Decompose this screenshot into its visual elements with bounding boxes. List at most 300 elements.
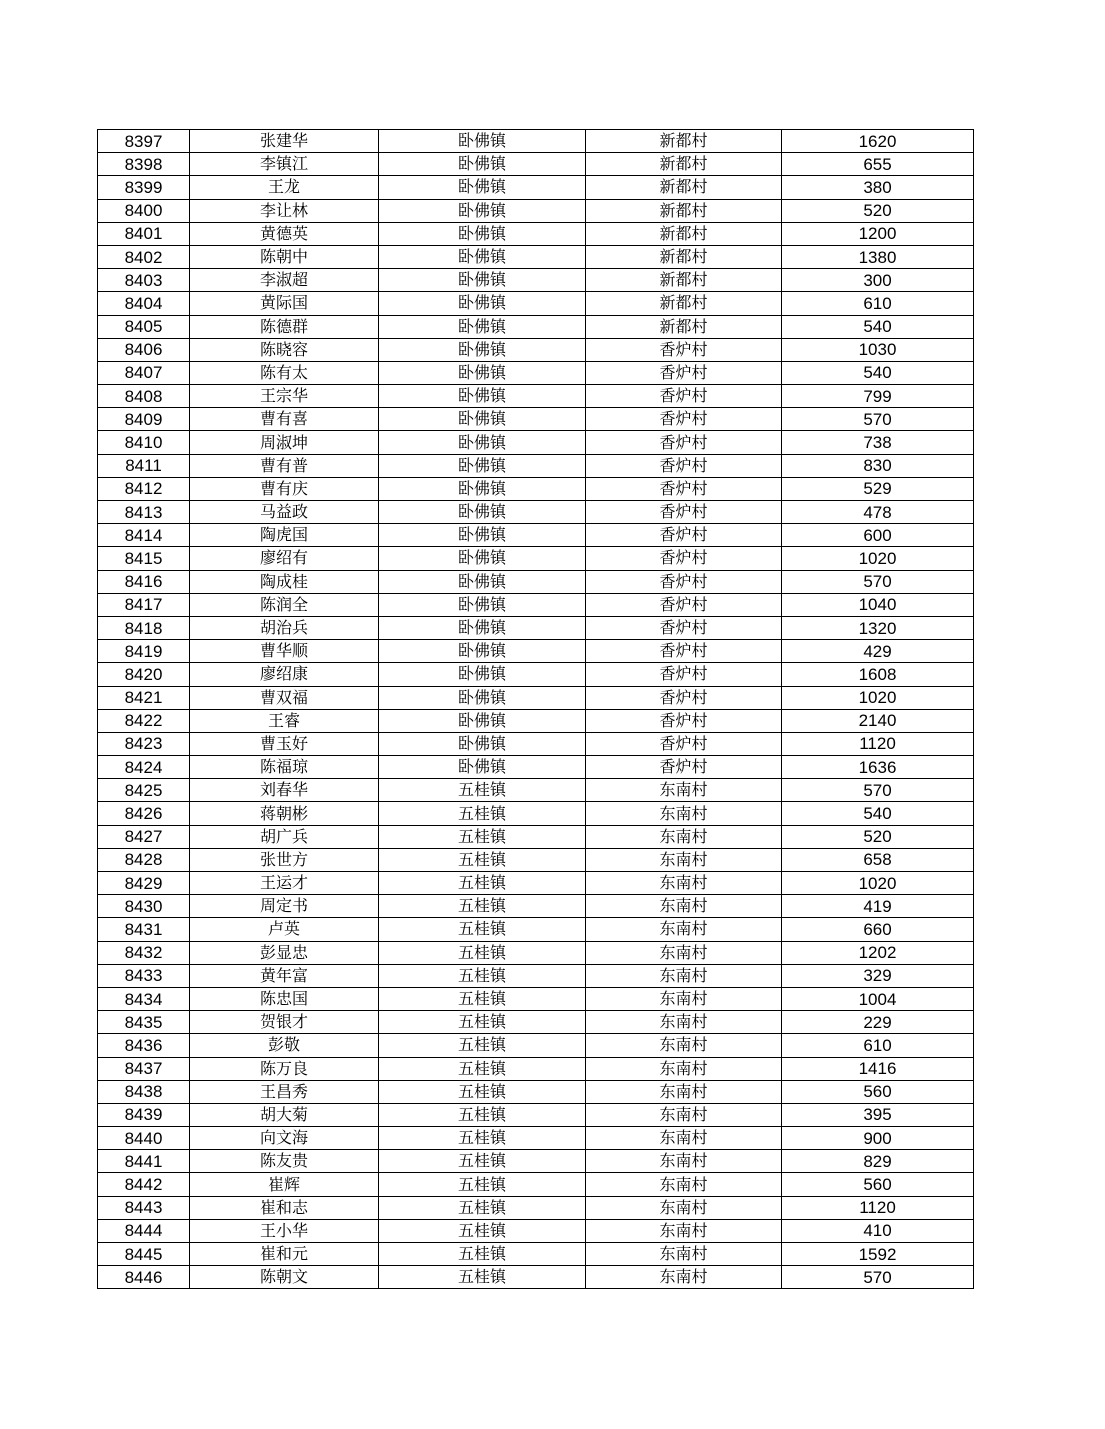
- table-row: [98, 1080, 974, 1103]
- table-row: [98, 408, 974, 431]
- cell-village: 香炉村: [586, 408, 782, 431]
- cell-id: 8446: [98, 1266, 190, 1289]
- cell-town: 卧佛镇: [379, 315, 586, 338]
- cell-village: 新都村: [586, 269, 782, 292]
- table-row: [98, 964, 974, 987]
- cell-amount: 540: [782, 315, 974, 338]
- table-row: [98, 616, 974, 639]
- cell-amount: 540: [782, 361, 974, 384]
- cell-village: 香炉村: [586, 616, 782, 639]
- table-row: [98, 1127, 974, 1150]
- cell-village: 东南村: [586, 1011, 782, 1034]
- cell-town: 卧佛镇: [379, 361, 586, 384]
- cell-town: 五桂镇: [379, 802, 586, 825]
- table-row: [98, 848, 974, 871]
- cell-town: 五桂镇: [379, 1243, 586, 1266]
- cell-id: 8398: [98, 153, 190, 176]
- cell-town: 五桂镇: [379, 895, 586, 918]
- cell-town: 五桂镇: [379, 1173, 586, 1196]
- cell-name: 李淑超: [190, 269, 379, 292]
- cell-amount: 1416: [782, 1057, 974, 1080]
- cell-id: 8421: [98, 686, 190, 709]
- cell-amount: 300: [782, 269, 974, 292]
- cell-town: 五桂镇: [379, 1219, 586, 1242]
- cell-village: 东南村: [586, 802, 782, 825]
- cell-name: 陈福琼: [190, 756, 379, 779]
- cell-name: 陶成桂: [190, 570, 379, 593]
- cell-village: 东南村: [586, 1057, 782, 1080]
- cell-town: 五桂镇: [379, 1057, 586, 1080]
- cell-id: 8414: [98, 524, 190, 547]
- cell-name: 王宗华: [190, 385, 379, 408]
- table-row: [98, 292, 974, 315]
- cell-village: 香炉村: [586, 338, 782, 361]
- cell-village: 香炉村: [586, 732, 782, 755]
- cell-town: 卧佛镇: [379, 640, 586, 663]
- cell-id: 8417: [98, 593, 190, 616]
- cell-town: 五桂镇: [379, 1266, 586, 1289]
- cell-name: 崔和志: [190, 1196, 379, 1219]
- cell-id: 8425: [98, 779, 190, 802]
- table-row: [98, 640, 974, 663]
- cell-amount: 395: [782, 1103, 974, 1126]
- cell-village: 东南村: [586, 1127, 782, 1150]
- cell-name: 陈晓容: [190, 338, 379, 361]
- cell-amount: 478: [782, 501, 974, 524]
- cell-name: 刘春华: [190, 779, 379, 802]
- cell-amount: 570: [782, 779, 974, 802]
- cell-town: 卧佛镇: [379, 547, 586, 570]
- cell-amount: 1020: [782, 686, 974, 709]
- cell-name: 陈德群: [190, 315, 379, 338]
- cell-town: 卧佛镇: [379, 222, 586, 245]
- cell-amount: 1620: [782, 130, 974, 153]
- cell-id: 8430: [98, 895, 190, 918]
- cell-amount: 830: [782, 454, 974, 477]
- cell-amount: 380: [782, 176, 974, 199]
- cell-id: 8445: [98, 1243, 190, 1266]
- table-row: [98, 338, 974, 361]
- cell-id: 8443: [98, 1196, 190, 1219]
- cell-name: 黄德英: [190, 222, 379, 245]
- cell-village: 东南村: [586, 1034, 782, 1057]
- cell-name: 马益政: [190, 501, 379, 524]
- table-row: [98, 895, 974, 918]
- cell-id: 8432: [98, 941, 190, 964]
- cell-name: 王睿: [190, 709, 379, 732]
- cell-town: 卧佛镇: [379, 756, 586, 779]
- cell-name: 曹双福: [190, 686, 379, 709]
- table-row: [98, 222, 974, 245]
- cell-town: 卧佛镇: [379, 292, 586, 315]
- table-row: [98, 361, 974, 384]
- cell-id: 8444: [98, 1219, 190, 1242]
- cell-name: 周定书: [190, 895, 379, 918]
- cell-amount: 229: [782, 1011, 974, 1034]
- cell-town: 卧佛镇: [379, 153, 586, 176]
- cell-amount: 1040: [782, 593, 974, 616]
- table-row: [98, 872, 974, 895]
- table-row: [98, 1196, 974, 1219]
- table-row: [98, 732, 974, 755]
- cell-id: 8441: [98, 1150, 190, 1173]
- cell-amount: 1592: [782, 1243, 974, 1266]
- cell-town: 卧佛镇: [379, 338, 586, 361]
- cell-village: 香炉村: [586, 431, 782, 454]
- cell-name: 王龙: [190, 176, 379, 199]
- table-row: [98, 663, 974, 686]
- cell-town: 卧佛镇: [379, 199, 586, 222]
- cell-name: 陈万良: [190, 1057, 379, 1080]
- table-row: [98, 570, 974, 593]
- table-row: [98, 315, 974, 338]
- cell-village: 新都村: [586, 199, 782, 222]
- cell-town: 五桂镇: [379, 1127, 586, 1150]
- cell-name: 崔辉: [190, 1173, 379, 1196]
- cell-amount: 1200: [782, 222, 974, 245]
- cell-village: 东南村: [586, 1103, 782, 1126]
- cell-amount: 610: [782, 1034, 974, 1057]
- table-row: [98, 756, 974, 779]
- cell-amount: 1608: [782, 663, 974, 686]
- cell-id: 8413: [98, 501, 190, 524]
- cell-name: 黄年富: [190, 964, 379, 987]
- cell-name: 胡大菊: [190, 1103, 379, 1126]
- cell-village: 东南村: [586, 895, 782, 918]
- cell-amount: 1030: [782, 338, 974, 361]
- cell-amount: 1380: [782, 245, 974, 268]
- cell-village: 东南村: [586, 1150, 782, 1173]
- cell-id: 8411: [98, 454, 190, 477]
- table-row: [98, 686, 974, 709]
- cell-town: 五桂镇: [379, 1196, 586, 1219]
- cell-name: 卢英: [190, 918, 379, 941]
- cell-village: 东南村: [586, 1243, 782, 1266]
- cell-name: 李让林: [190, 199, 379, 222]
- cell-town: 卧佛镇: [379, 477, 586, 500]
- cell-village: 新都村: [586, 153, 782, 176]
- table-row: [98, 431, 974, 454]
- table-row: [98, 1034, 974, 1057]
- cell-id: 8407: [98, 361, 190, 384]
- cell-town: 卧佛镇: [379, 130, 586, 153]
- table-row: [98, 1057, 974, 1080]
- cell-name: 胡广兵: [190, 825, 379, 848]
- cell-name: 李镇江: [190, 153, 379, 176]
- cell-village: 香炉村: [586, 756, 782, 779]
- cell-village: 东南村: [586, 964, 782, 987]
- table-row: [98, 802, 974, 825]
- cell-village: 新都村: [586, 130, 782, 153]
- cell-town: 卧佛镇: [379, 663, 586, 686]
- cell-amount: 829: [782, 1150, 974, 1173]
- cell-amount: 2140: [782, 709, 974, 732]
- table-row: [98, 1266, 974, 1289]
- cell-id: 8428: [98, 848, 190, 871]
- cell-id: 8433: [98, 964, 190, 987]
- cell-village: 东南村: [586, 1196, 782, 1219]
- table-row: [98, 130, 974, 153]
- cell-name: 胡治兵: [190, 616, 379, 639]
- cell-name: 王昌秀: [190, 1080, 379, 1103]
- cell-village: 香炉村: [586, 454, 782, 477]
- cell-town: 卧佛镇: [379, 593, 586, 616]
- cell-town: 五桂镇: [379, 1103, 586, 1126]
- cell-id: 8429: [98, 872, 190, 895]
- cell-name: 陈润全: [190, 593, 379, 616]
- table-row: [98, 199, 974, 222]
- cell-town: 卧佛镇: [379, 616, 586, 639]
- table-row: [98, 918, 974, 941]
- table-row: [98, 1173, 974, 1196]
- cell-village: 东南村: [586, 918, 782, 941]
- cell-village: 新都村: [586, 245, 782, 268]
- cell-amount: 429: [782, 640, 974, 663]
- table-row: [98, 1011, 974, 1034]
- table-body: [98, 130, 974, 1289]
- cell-amount: 1020: [782, 547, 974, 570]
- cell-id: 8438: [98, 1080, 190, 1103]
- cell-amount: 658: [782, 848, 974, 871]
- cell-village: 东南村: [586, 848, 782, 871]
- cell-village: 香炉村: [586, 361, 782, 384]
- cell-id: 8409: [98, 408, 190, 431]
- cell-amount: 1120: [782, 1196, 974, 1219]
- cell-amount: 738: [782, 431, 974, 454]
- cell-amount: 655: [782, 153, 974, 176]
- table-row: [98, 987, 974, 1010]
- cell-village: 香炉村: [586, 524, 782, 547]
- cell-town: 卧佛镇: [379, 269, 586, 292]
- cell-town: 五桂镇: [379, 1150, 586, 1173]
- cell-id: 8427: [98, 825, 190, 848]
- cell-amount: 520: [782, 199, 974, 222]
- cell-town: 五桂镇: [379, 941, 586, 964]
- cell-name: 曹有普: [190, 454, 379, 477]
- cell-town: 卧佛镇: [379, 408, 586, 431]
- cell-id: 8415: [98, 547, 190, 570]
- cell-name: 周淑坤: [190, 431, 379, 454]
- cell-town: 五桂镇: [379, 1011, 586, 1034]
- cell-amount: 660: [782, 918, 974, 941]
- cell-id: 8434: [98, 987, 190, 1010]
- table-row: [98, 941, 974, 964]
- cell-village: 香炉村: [586, 640, 782, 663]
- cell-amount: 1202: [782, 941, 974, 964]
- cell-name: 陈友贵: [190, 1150, 379, 1173]
- cell-amount: 1120: [782, 732, 974, 755]
- cell-id: 8440: [98, 1127, 190, 1150]
- cell-village: 香炉村: [586, 477, 782, 500]
- table-row: [98, 1219, 974, 1242]
- cell-amount: 329: [782, 964, 974, 987]
- cell-name: 陈忠国: [190, 987, 379, 1010]
- cell-town: 五桂镇: [379, 848, 586, 871]
- table-row: [98, 501, 974, 524]
- cell-town: 卧佛镇: [379, 524, 586, 547]
- table-row: [98, 779, 974, 802]
- cell-name: 曹有庆: [190, 477, 379, 500]
- cell-id: 8424: [98, 756, 190, 779]
- cell-name: 彭显忠: [190, 941, 379, 964]
- cell-name: 黄际国: [190, 292, 379, 315]
- table-row: [98, 269, 974, 292]
- cell-name: 曹华顺: [190, 640, 379, 663]
- cell-town: 五桂镇: [379, 779, 586, 802]
- cell-name: 王运才: [190, 872, 379, 895]
- table-row: [98, 1150, 974, 1173]
- cell-town: 五桂镇: [379, 987, 586, 1010]
- cell-village: 东南村: [586, 872, 782, 895]
- cell-id: 8422: [98, 709, 190, 732]
- cell-amount: 600: [782, 524, 974, 547]
- cell-id: 8416: [98, 570, 190, 593]
- cell-id: 8439: [98, 1103, 190, 1126]
- cell-town: 五桂镇: [379, 964, 586, 987]
- cell-name: 曹玉好: [190, 732, 379, 755]
- cell-id: 8431: [98, 918, 190, 941]
- cell-town: 五桂镇: [379, 872, 586, 895]
- cell-village: 香炉村: [586, 593, 782, 616]
- cell-village: 香炉村: [586, 501, 782, 524]
- cell-name: 彭敬: [190, 1034, 379, 1057]
- cell-id: 8435: [98, 1011, 190, 1034]
- cell-id: 8423: [98, 732, 190, 755]
- cell-id: 8437: [98, 1057, 190, 1080]
- cell-amount: 520: [782, 825, 974, 848]
- cell-town: 卧佛镇: [379, 570, 586, 593]
- cell-village: 新都村: [586, 315, 782, 338]
- cell-village: 香炉村: [586, 547, 782, 570]
- cell-village: 东南村: [586, 1173, 782, 1196]
- cell-name: 廖绍有: [190, 547, 379, 570]
- table-row: [98, 593, 974, 616]
- cell-name: 贺银才: [190, 1011, 379, 1034]
- cell-village: 东南村: [586, 941, 782, 964]
- cell-amount: 570: [782, 408, 974, 431]
- cell-id: 8412: [98, 477, 190, 500]
- cell-amount: 900: [782, 1127, 974, 1150]
- cell-id: 8399: [98, 176, 190, 199]
- cell-village: 香炉村: [586, 385, 782, 408]
- cell-town: 卧佛镇: [379, 732, 586, 755]
- cell-village: 香炉村: [586, 663, 782, 686]
- table-row: [98, 825, 974, 848]
- cell-amount: 419: [782, 895, 974, 918]
- cell-name: 张建华: [190, 130, 379, 153]
- table-row: [98, 454, 974, 477]
- table-row: [98, 1103, 974, 1126]
- cell-name: 王小华: [190, 1219, 379, 1242]
- cell-name: 廖绍康: [190, 663, 379, 686]
- cell-town: 五桂镇: [379, 825, 586, 848]
- cell-id: 8403: [98, 269, 190, 292]
- cell-id: 8400: [98, 199, 190, 222]
- cell-name: 崔和元: [190, 1243, 379, 1266]
- cell-name: 陶虎国: [190, 524, 379, 547]
- cell-town: 五桂镇: [379, 1034, 586, 1057]
- cell-id: 8420: [98, 663, 190, 686]
- cell-name: 陈朝文: [190, 1266, 379, 1289]
- table-row: [98, 153, 974, 176]
- table-row: [98, 709, 974, 732]
- cell-amount: 540: [782, 802, 974, 825]
- cell-id: 8402: [98, 245, 190, 268]
- cell-name: 张世方: [190, 848, 379, 871]
- cell-amount: 1636: [782, 756, 974, 779]
- cell-village: 新都村: [586, 222, 782, 245]
- cell-id: 8401: [98, 222, 190, 245]
- table-row: [98, 547, 974, 570]
- cell-town: 卧佛镇: [379, 245, 586, 268]
- cell-name: 陈有太: [190, 361, 379, 384]
- cell-village: 东南村: [586, 825, 782, 848]
- cell-town: 卧佛镇: [379, 385, 586, 408]
- cell-id: 8436: [98, 1034, 190, 1057]
- cell-id: 8442: [98, 1173, 190, 1196]
- table-row: [98, 245, 974, 268]
- cell-village: 新都村: [586, 176, 782, 199]
- cell-village: 新都村: [586, 292, 782, 315]
- cell-amount: 799: [782, 385, 974, 408]
- cell-id: 8418: [98, 616, 190, 639]
- cell-village: 东南村: [586, 779, 782, 802]
- cell-id: 8408: [98, 385, 190, 408]
- cell-village: 香炉村: [586, 570, 782, 593]
- cell-name: 蒋朝彬: [190, 802, 379, 825]
- cell-id: 8410: [98, 431, 190, 454]
- cell-town: 卧佛镇: [379, 176, 586, 199]
- cell-amount: 1020: [782, 872, 974, 895]
- table-row: [98, 477, 974, 500]
- cell-village: 东南村: [586, 987, 782, 1010]
- cell-amount: 1320: [782, 616, 974, 639]
- cell-town: 五桂镇: [379, 918, 586, 941]
- cell-village: 香炉村: [586, 686, 782, 709]
- cell-amount: 570: [782, 1266, 974, 1289]
- cell-amount: 610: [782, 292, 974, 315]
- data-table: [97, 129, 974, 1289]
- cell-amount: 529: [782, 477, 974, 500]
- cell-id: 8419: [98, 640, 190, 663]
- cell-id: 8426: [98, 802, 190, 825]
- cell-amount: 560: [782, 1173, 974, 1196]
- cell-amount: 570: [782, 570, 974, 593]
- table-row: [98, 524, 974, 547]
- cell-name: 向文海: [190, 1127, 379, 1150]
- cell-town: 卧佛镇: [379, 431, 586, 454]
- cell-amount: 1004: [782, 987, 974, 1010]
- cell-town: 卧佛镇: [379, 709, 586, 732]
- cell-amount: 410: [782, 1219, 974, 1242]
- table-row: [98, 385, 974, 408]
- cell-id: 8405: [98, 315, 190, 338]
- cell-village: 香炉村: [586, 709, 782, 732]
- cell-id: 8397: [98, 130, 190, 153]
- cell-town: 卧佛镇: [379, 501, 586, 524]
- table-row: [98, 176, 974, 199]
- cell-name: 陈朝中: [190, 245, 379, 268]
- cell-name: 曹有喜: [190, 408, 379, 431]
- cell-town: 卧佛镇: [379, 686, 586, 709]
- cell-town: 五桂镇: [379, 1080, 586, 1103]
- cell-id: 8404: [98, 292, 190, 315]
- cell-village: 东南村: [586, 1219, 782, 1242]
- cell-amount: 560: [782, 1080, 974, 1103]
- cell-village: 东南村: [586, 1080, 782, 1103]
- table-row: [98, 1243, 974, 1266]
- cell-village: 东南村: [586, 1266, 782, 1289]
